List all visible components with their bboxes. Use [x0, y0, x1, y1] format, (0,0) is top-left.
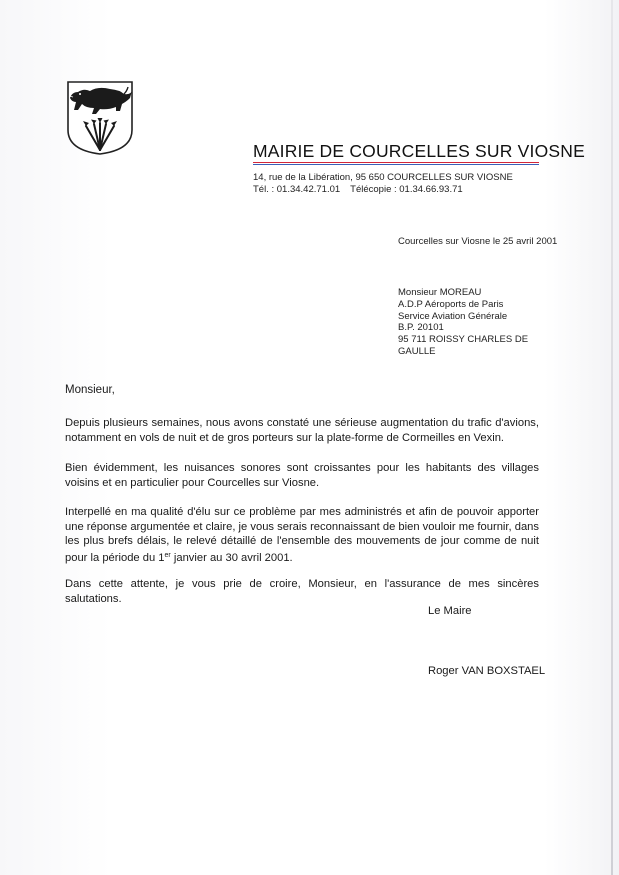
recipient-line: Monsieur MOREAU: [398, 287, 482, 298]
letterhead-address: 14, rue de la Libération, 95 650 COURCELLES SUR VIOSNE: [253, 172, 513, 183]
paragraph-text: janvier au 30 avril 2001.: [170, 551, 293, 564]
title-underline-red: [253, 162, 539, 163]
recipient-line: A.D.P Aéroports de Paris: [398, 298, 504, 310]
letterhead-contact: [253, 184, 463, 195]
signature-role: Le Maire: [428, 605, 472, 617]
page-title: MAIRIE DE COURCELLES SUR VIOSNE: [253, 141, 585, 161]
fax-number: Télécopie : 01.34.66.93.71: [350, 184, 463, 195]
body-paragraph: Bien évidemment, les nuisances sonores sont croissantes pour les habitants des villages voisins et en particulier pour Courcelles sur Viosne.: [65, 462, 539, 489]
letterhead: [253, 141, 585, 165]
boar-coat-of-arms-icon: [64, 80, 136, 156]
phone-number: Tél. : 01.34.42.71.01: [253, 184, 341, 195]
recipient-line: Service Aviation Générale: [398, 310, 508, 322]
recipient-line: B.P. 20101: [398, 322, 444, 334]
body-paragraph: Depuis plusieurs semaines, nous avons constaté une sérieuse augmentation du trafic d'avions, notamment en vols de nuit et de gros porteurs sur la plate-forme de Cormeilles en Vexin.: [65, 417, 539, 444]
date-line: Courcelles sur Viosne le 25 avril 2001: [398, 236, 558, 247]
title-underline-blue: [253, 164, 539, 165]
recipient-line: 95 711 ROISSY CHARLES DE: [398, 334, 529, 346]
salutation: Monsieur,: [65, 384, 115, 396]
ordinal-superscript: er: [164, 551, 171, 559]
signature-name: Roger VAN BOXSTAEL: [428, 665, 546, 677]
recipient-address-block: [398, 287, 528, 358]
page-edge-shadow: [611, 0, 613, 875]
closing-paragraph: Dans cette attente, je vous prie de croire, Monsieur, en l'assurance de mes sincères salutations.: [65, 578, 539, 605]
body-paragraph: [65, 505, 539, 565]
recipient-line: GAULLE: [398, 345, 436, 357]
paragraph-text: Interpellé en ma qualité d'élu sur ce problème par mes administrés et afin de pouvoir apporter une réponse argumentée et claire, je vous serais reconnaissant de bien vouloir me fournir, dans les plus brefs délais, le relevé détaillé de l'ensemble des mouvements de jour comme de nuit pour la période du 1: [65, 506, 539, 564]
